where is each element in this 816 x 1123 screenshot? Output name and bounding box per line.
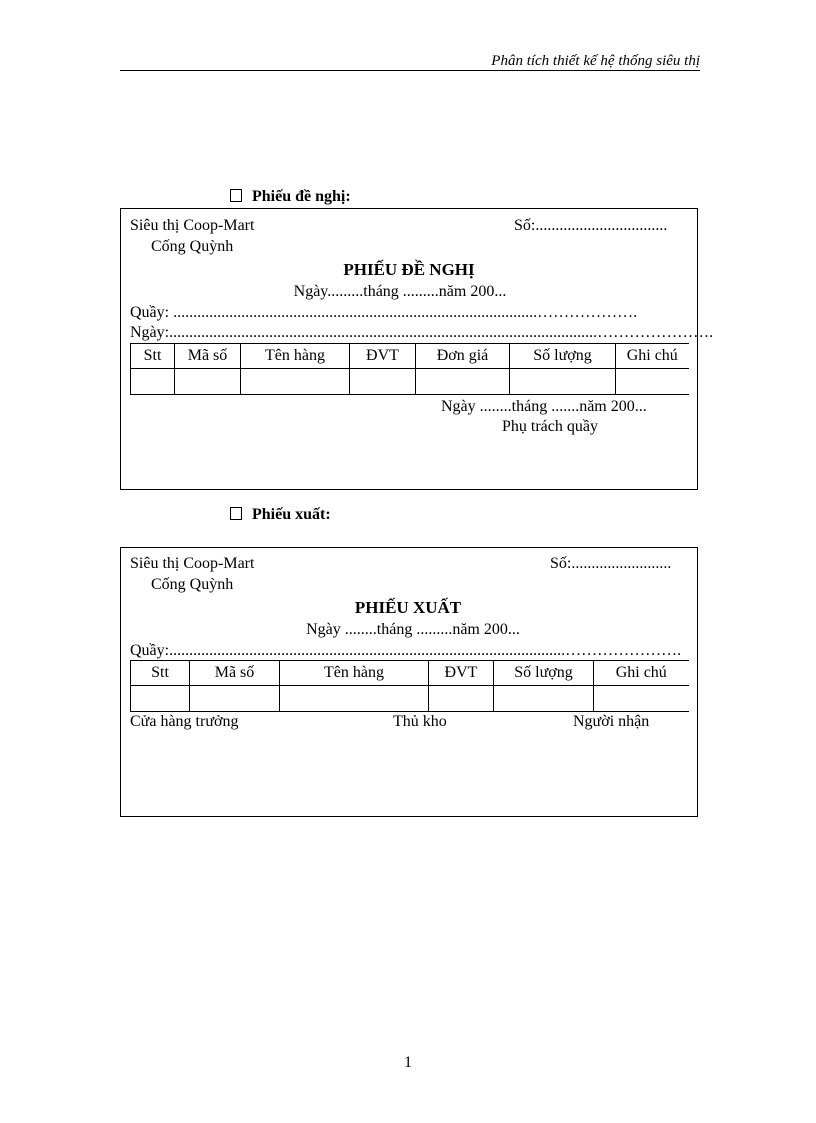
column-header-dvt: ĐVT: [429, 661, 494, 686]
section-heading-text: Phiếu xuất:: [252, 506, 331, 523]
column-header-don-gia: Đơn giá: [416, 344, 510, 369]
page-number: 1: [404, 1054, 412, 1071]
column-header-ten-hang: Tên hàng: [241, 344, 350, 369]
cell-ma-so[interactable]: [175, 369, 241, 395]
checkbox-icon: [230, 189, 242, 202]
form-title: PHIẾU XUẤT: [354, 598, 462, 617]
form-phieu-de-nghi: [120, 208, 714, 490]
quay-field: Quầy: ...........................................................................................……………….: [130, 304, 638, 321]
column-header-ma-so: Mã số: [175, 344, 241, 369]
section-heading-phieu-xuat: [230, 506, 331, 524]
sign-role: Phụ trách quầy: [502, 418, 598, 435]
sign-receiver: Người nhận: [573, 713, 650, 730]
form-number: Số:.........................: [550, 555, 672, 572]
form-title: PHIẾU ĐỀ NGHỊ: [343, 260, 475, 279]
store-branch: Cống Quỳnh: [151, 238, 234, 255]
table-header-row: [131, 661, 689, 686]
section-heading-text: Phiếu đề nghị:: [252, 188, 351, 205]
page-header: Phân tích thiết kế hệ thống siêu thị: [491, 53, 700, 69]
cell-ghi-chu[interactable]: [594, 686, 689, 712]
table-header-row: [131, 344, 689, 369]
form-date: Ngày.........tháng .........năm 200...: [293, 283, 507, 300]
column-header-ma-so: Mã số: [190, 661, 280, 686]
cell-so-luong[interactable]: [510, 369, 616, 395]
section-heading-phieu-de-nghi: [230, 188, 351, 206]
ngay-field: Ngày:...........................................................................................................………………….: [130, 324, 714, 341]
column-header-so-luong: Số lượng: [494, 661, 594, 686]
store-name: Siêu thị Coop-Mart: [130, 217, 255, 234]
items-table: [130, 343, 689, 395]
column-header-stt: Stt: [131, 661, 190, 686]
column-header-ten-hang: Tên hàng: [280, 661, 429, 686]
form-date: Ngày ........tháng .........năm 200...: [306, 621, 520, 638]
sign-store-manager: Cửa hàng trưởng: [130, 713, 239, 730]
cell-ten-hang[interactable]: [280, 686, 429, 712]
cell-so-luong[interactable]: [494, 686, 594, 712]
items-table: [130, 660, 689, 712]
cell-stt[interactable]: [131, 686, 190, 712]
sign-warehouse-keeper: Thủ kho: [393, 713, 447, 730]
column-header-ghi-chu: Ghi chú: [594, 661, 689, 686]
form-number: Số:.................................: [514, 217, 668, 234]
store-branch: Cống Quỳnh: [151, 576, 234, 593]
sign-date: Ngày ........tháng .......năm 200...: [441, 398, 647, 415]
column-header-so-luong: Số lượng: [510, 344, 616, 369]
header-rule: [120, 70, 700, 71]
quay-field: Quầy:...................................................................................................………………….: [130, 642, 682, 659]
table-row: [131, 686, 689, 712]
column-header-stt: Stt: [131, 344, 175, 369]
table-row: [131, 369, 689, 395]
column-header-dvt: ĐVT: [350, 344, 416, 369]
form-phieu-xuat: [120, 547, 698, 817]
cell-don-gia[interactable]: [416, 369, 510, 395]
cell-dvt[interactable]: [350, 369, 416, 395]
cell-stt[interactable]: [131, 369, 175, 395]
cell-ghi-chu[interactable]: [616, 369, 689, 395]
cell-dvt[interactable]: [429, 686, 494, 712]
cell-ten-hang[interactable]: [241, 369, 350, 395]
cell-ma-so[interactable]: [190, 686, 280, 712]
checkbox-icon: [230, 507, 242, 520]
store-name: Siêu thị Coop-Mart: [130, 555, 255, 572]
column-header-ghi-chu: Ghi chú: [616, 344, 689, 369]
